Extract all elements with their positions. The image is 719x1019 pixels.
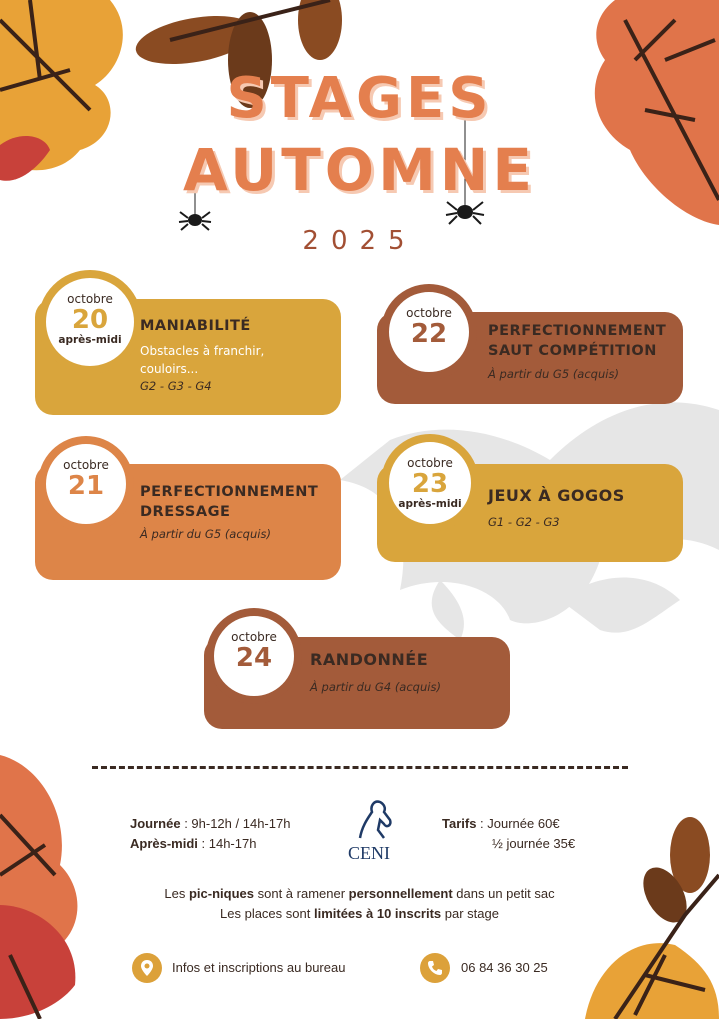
note-1b: pic-niques [188,886,254,901]
year-label: 2025 [302,226,417,256]
horse-logo-icon [350,798,400,842]
location-text: Infos et inscriptions au bureau [172,960,346,975]
hours-half-label: Après-midi [130,836,198,851]
date-badge-21 [38,436,134,532]
phone-text: 06 84 36 30 25 [461,960,548,975]
dashed-divider [92,766,628,769]
session-level: À partir du G5 (acquis) [140,527,271,541]
hours-day-label: Journée [130,816,181,831]
note-1d: personnellement [348,886,453,901]
note-line-1 [0,884,719,904]
note-line-2 [0,904,719,924]
session-level: G2 - G3 - G4 [140,379,212,393]
phone-icon [420,953,450,983]
note-1a: Les [164,886,189,901]
logo-text: CENI [348,843,390,863]
session-title: RANDONNÉE [310,650,429,669]
badge-month: octobre [63,458,109,472]
session-title-line-1: PERFECTIONNEMENT [488,323,667,339]
badge-day: 21 [67,471,105,501]
session-level: À partir du G5 (acquis) [488,367,619,381]
badge-month: octobre [231,630,277,644]
badge-day: 23 [411,469,449,499]
session-level: À partir du G4 (acquis) [310,680,441,694]
price-day [442,814,560,834]
badge-month: octobre [407,456,453,470]
date-badge-23 [381,434,479,532]
session-title-line-2: DRESSAGE [140,504,231,520]
hours-half [130,834,256,854]
note-1e: dans un petit sac [452,886,555,901]
date-badge-22 [381,284,477,380]
badge-month: octobre [406,306,452,320]
session-desc-line-2: couloirs... [140,362,199,376]
date-badge-24 [206,608,302,704]
note-2c: par stage [441,906,499,921]
note-1c: sont à ramener [254,886,349,901]
location-pin-icon [132,953,162,983]
date-badge-20 [38,270,142,374]
note-2a: Les places sont [220,906,314,921]
session-level: G1 - G2 - G3 [488,515,560,529]
price-half: ½ journée 35€ [492,836,576,851]
session-title: JEUX À GOGOS [488,486,625,505]
hours-day [130,814,290,834]
session-title: MANIABILITÉ [140,318,251,334]
hours-day-value: : 9h-12h / 14h-17h [180,816,291,831]
badge-slot: après-midi [398,498,462,510]
badge-day: 20 [71,305,109,335]
price-day-value: : Journée 60€ [476,816,560,831]
session-desc-line-1: Obstacles à franchir, [140,344,265,358]
note-2b: limitées à 10 inscrits [313,906,442,921]
badge-month: octobre [67,292,113,306]
title-line-2: AUTOMNE [183,136,536,204]
hours-half-value: : 14h-17h [197,836,257,851]
session-title-line-2: SAUT COMPÉTITION [488,343,657,359]
badge-day: 24 [235,643,273,673]
title-line-1: STAGES [226,66,493,131]
badge-slot: après-midi [58,334,122,346]
session-title-line-1: PERFECTIONNEMENT [140,484,319,500]
price-label: Tarifs [442,816,477,831]
badge-day: 22 [410,319,448,349]
